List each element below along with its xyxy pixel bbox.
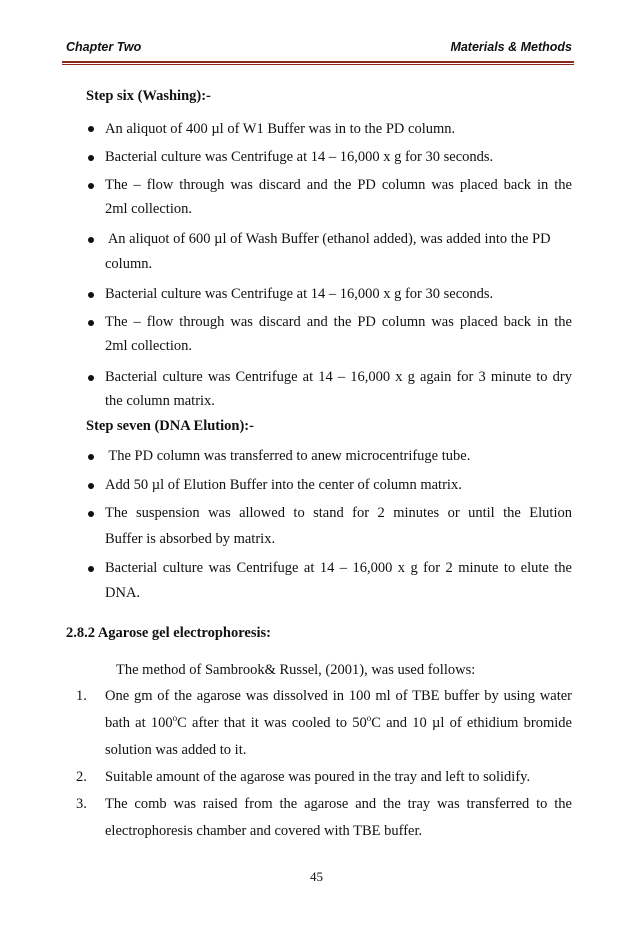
step6-item-7-line2: the column matrix.	[105, 393, 215, 409]
bullet-icon	[88, 511, 94, 517]
bullet-icon	[88, 237, 94, 243]
step7-item-4-line2: DNA.	[105, 585, 141, 601]
bullet-icon	[88, 320, 94, 326]
bullet-icon	[88, 454, 94, 460]
step6-item-4-line1: An aliquot of 600 µl of Wash Buffer (ethanol added), was added into the PD	[105, 231, 551, 247]
step6-item-6-line1: The – flow through was discard and the PD column was placed back in the	[105, 314, 572, 330]
header-rule	[62, 61, 574, 63]
procedure-3-line2: electrophoresis chamber and covered with TBE buffer.	[105, 823, 423, 839]
step6-item-6-line2: 2ml collection.	[105, 338, 192, 354]
step6-item-5: Bacterial culture was Centrifuge at 14 – 16,000 x g for 30 seconds.	[105, 286, 494, 302]
procedure-2-line1: Suitable amount of the agarose was poured in the tray and left to solidify.	[105, 769, 531, 785]
step-six-heading: Step six (Washing):-	[86, 88, 211, 104]
procedure-1-line1: One gm of the agarose was dissolved in 100 ml of TBE buffer by using water	[105, 688, 572, 704]
bullet-icon	[88, 183, 94, 189]
running-header	[66, 40, 572, 58]
bullet-icon	[88, 292, 94, 298]
header-chapter: Chapter Two	[66, 40, 142, 54]
procedure-3-line1: The comb was raised from the agarose and the tray was transferred to the	[105, 796, 572, 812]
step7-item-3-line1: The suspension was allowed to stand for 2 minutes or until the Elution	[105, 505, 572, 521]
step6-item-3-line1: The – flow through was discard and the PD column was placed back in the	[105, 177, 572, 193]
step6-item-2: Bacterial culture was Centrifuge at 14 – 16,000 x g for 30 seconds.	[105, 149, 494, 165]
header-rule-thin	[62, 64, 574, 65]
header-section: Materials & Methods	[450, 40, 572, 54]
procedure-1-line2: bath at 100$^o$C after that it was cooled to 50$^o$C and 10 µl of ethidium bromide	[105, 713, 572, 731]
step7-item-4-line1: Bacterial culture was Centrifuge at 14 – 16,000 x g for 2 minute to elute the	[105, 560, 572, 576]
list-number: 2.	[76, 769, 87, 785]
step6-item-3-line2: 2ml collection.	[105, 201, 192, 217]
bullet-icon	[88, 483, 94, 489]
list-number: 1.	[76, 688, 87, 704]
section-heading: 2.8.2 Agarose gel electrophoresis:	[66, 625, 271, 641]
bullet-icon	[88, 375, 94, 381]
step6-item-4-line2: column.	[105, 256, 153, 272]
bullet-icon	[88, 126, 94, 132]
step7-item-1: The PD column was transferred to anew microcentrifuge tube.	[105, 448, 471, 464]
step6-item-7-line1: Bacterial culture was Centrifuge at 14 – 16,000 x g again for 3 minute to dry	[105, 369, 572, 385]
step7-item-2: Add 50 µl of Elution Buffer into the center of column matrix.	[105, 477, 462, 493]
step7-item-3-line2: Buffer is absorbed by matrix.	[105, 531, 276, 547]
step6-item-1: An aliquot of 400 µl of W1 Buffer was in to the PD column.	[105, 121, 456, 137]
bullet-icon	[88, 155, 94, 161]
list-number: 3.	[76, 796, 87, 812]
section-intro: The method of Sambrook& Russel, (2001), was used follows:	[116, 662, 476, 678]
step-seven-heading: Step seven (DNA Elution):-	[86, 418, 254, 434]
page-number: 45	[310, 869, 323, 884]
bullet-icon	[88, 566, 94, 572]
procedure-1-line3: solution was added to it.	[105, 742, 247, 758]
